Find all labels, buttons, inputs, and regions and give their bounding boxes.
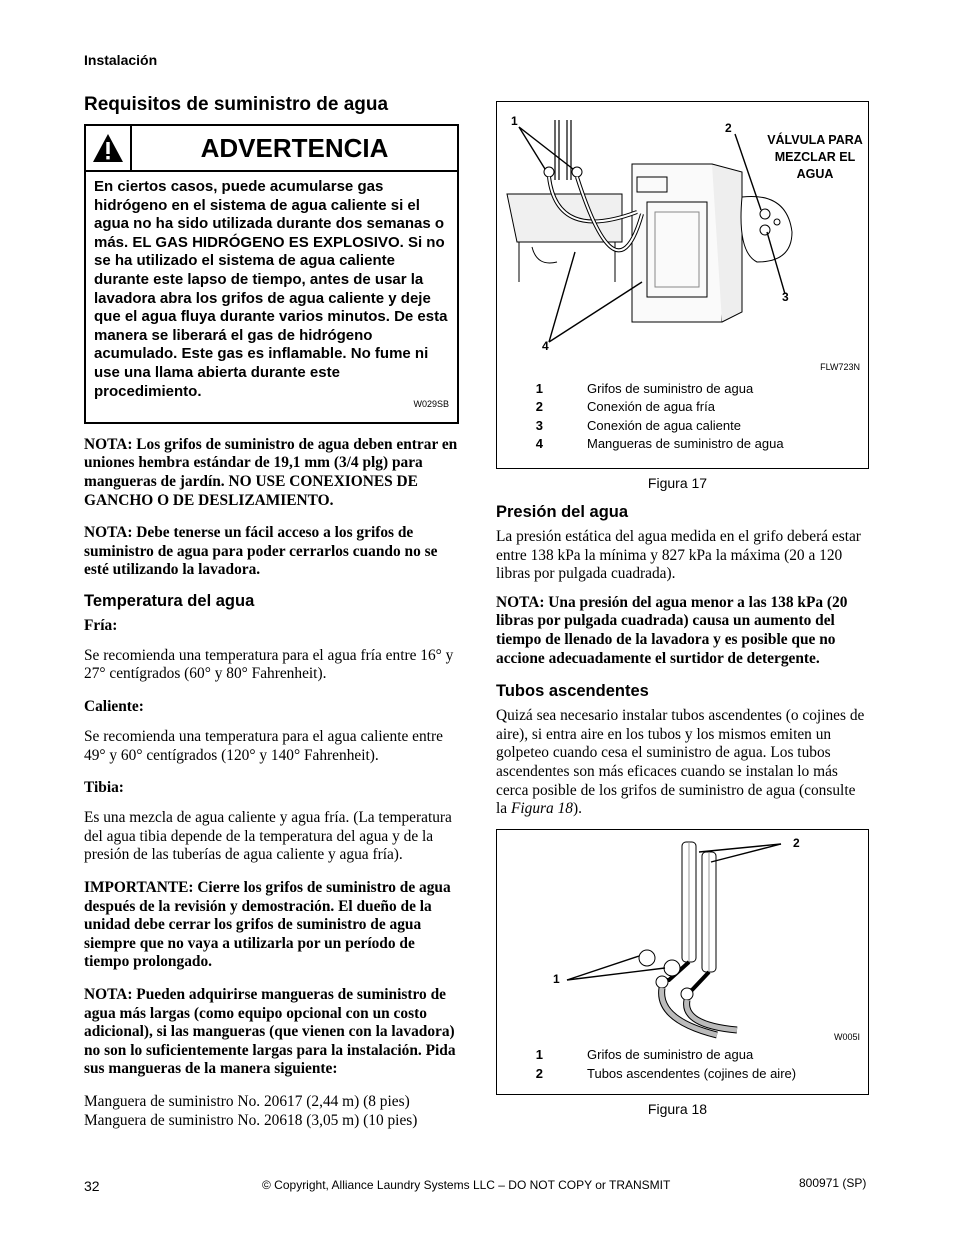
cold-label: Fría: [84, 616, 118, 634]
callout-1: 1 [511, 114, 518, 128]
temperature-heading: Temperatura del agua [84, 591, 255, 610]
document-number: 800971 (SP) [799, 1176, 867, 1190]
left-column [84, 94, 459, 1130]
legend-row: 2 Conexión de agua fría [535, 399, 715, 415]
callout-2: 2 [793, 835, 800, 850]
callout-1: 1 [553, 971, 560, 986]
legend-row: 3 Conexión de agua caliente [535, 417, 741, 433]
hose-item: Manguera de suministro No. 20617 (2,44 m) (8 pies) [84, 1092, 410, 1110]
note-faucets: NOTA: Los grifos de suministro de agua deben entrar en uniones hembra estándar de 19,1 mm (3/4 plg) para mangueras de jardín. NO USE CONEXIONES DE GANCHO O DE DESLIZAMIENTO. [84, 435, 458, 509]
warning-triangle-icon [86, 126, 132, 170]
callout-4: 4 [542, 339, 549, 353]
figure-18-reference: Figura 18 [510, 800, 573, 818]
figure-17 [496, 101, 869, 469]
warning-title: ADVERTENCIA [200, 133, 389, 163]
callout-3: 3 [782, 290, 789, 304]
legend-row: 1 Grifos de suministro de agua [535, 380, 754, 396]
hot-label: Caliente: [84, 698, 144, 716]
pressure-note: NOTA: Una presión del agua menor a las 138 kPa (20 libras por pulgada cuadrada) causa un aumento del tiempo de llenado de la lavadora y es posible que no accione adecuadamente el surtidor de detergente. [496, 593, 848, 667]
callout-2: 2 [725, 121, 732, 135]
warning-code: W029SB [413, 399, 449, 410]
section-label: Instalación [84, 52, 158, 68]
section-title: Requisitos de suministro de agua [84, 94, 389, 115]
note-hoses: NOTA: Pueden adquirirse mangueras de suministro de agua más largas (como equipo opcional con un costo adicional), si las mangueras (que vienen con la lavadora) no son lo suficientemente largas para la instalación. Pida sus mangueras de la manera siguiente: [84, 986, 456, 1078]
risers-heading: Tubos ascendentes [496, 682, 649, 701]
figure-code: FLW723N [820, 362, 860, 372]
right-column [496, 101, 869, 1117]
figure-18 [496, 829, 869, 1095]
copyright: © Copyright, Alliance Laundry Systems LLC – DO NOT COPY or TRANSMIT [262, 1178, 671, 1192]
legend-row: 4 Mangueras de suministro de agua [535, 436, 784, 452]
hot-text: Se recomienda una temperatura para el agua caliente entre 49° y 60° centígrados (120° y 140° Fahrenheit). [84, 728, 443, 764]
page-number: 32 [84, 1178, 100, 1194]
figure-code: W005I [833, 1031, 860, 1042]
hose-item: Manguera de suministro No. 20618 (3,05 m) (10 pies) [84, 1111, 418, 1129]
air-cushion-illustration [497, 830, 870, 1045]
figure-18-legend [497, 1046, 870, 1083]
figure-17-legend [497, 379, 870, 453]
pressure-text: La presión estática del agua medida en el grifo deberá estar entre 138 kPa la mínima y 827 kPa la máxima (20 a 120 libras por pulgada cuadrada). [496, 528, 861, 583]
risers-text: Quizá sea necesario instalar tubos ascendentes (o cojines de aire), si entra aire en los tubos y los mismos emiten un golpeteo cuando cesa el suministro de agua. Los tubos ascendentes son más eficaces cuando se instalan lo más cerca posible de los grifos de suministro de agua (consulte la Figura 18). [496, 707, 865, 818]
valve-label: VÁLVULA PARA MEZCLAR EL AGUA [767, 133, 863, 181]
pressure-heading: Presión del agua [496, 503, 629, 521]
warm-text: Es una mezcla de agua caliente y agua fría. (La temperatura del agua tibia depende de la temperatura del agua y de la presión de las tuberías de agua caliente y agua fría). [84, 809, 452, 864]
cold-text: Se recomienda una temperatura para el agua fría entre 16° y 27° centígrados (60° y 80° Fahrenheit). [84, 646, 454, 683]
figure-17-caption: Figura 17 [647, 475, 708, 491]
warning-text: En ciertos casos, puede acumularse gas hidrógeno en el sistema de agua caliente si el agua no ha sido utilizada durante dos semanas o más. EL GAS HIDRÓGENO ES EXPLOSIVO. Si no se ha utilizado el sistema de agua caliente durante este lapso de tiempo, antes de usar la lavadora abra los grifos de agua caliente y deje que el agua fluya durante varios minutos. De esta manera se liberará el gas de hidrógeno acumulado. Este gas es inflamable. No fume ni use una llama abierta durante este procedimiento. [94, 178, 448, 400]
legend-row: 2 Tubos ascendentes (cojines de aire) [535, 1065, 797, 1081]
figure-18-caption: Figura 18 [647, 1100, 708, 1117]
warning-header [86, 126, 457, 172]
warm-label: Tibia: [84, 779, 124, 797]
note-access: NOTA: Debe tenerse un fácil acceso a los grifos de suministro de agua para poder cerrarlos cuando no se esté utilizando la lavadora. [84, 524, 438, 579]
legend-row: 1 Grifos de suministro de agua [535, 1047, 754, 1063]
important-note: IMPORTANTE: Cierre los grifos de suministro de agua después de la revisión y demostración. El dueño de la unidad debe cerrar los grifos de suministro de agua siempre que no vaya a utilizarla por un período de tiempo prolongado. [84, 879, 451, 971]
warning-box [84, 124, 459, 424]
